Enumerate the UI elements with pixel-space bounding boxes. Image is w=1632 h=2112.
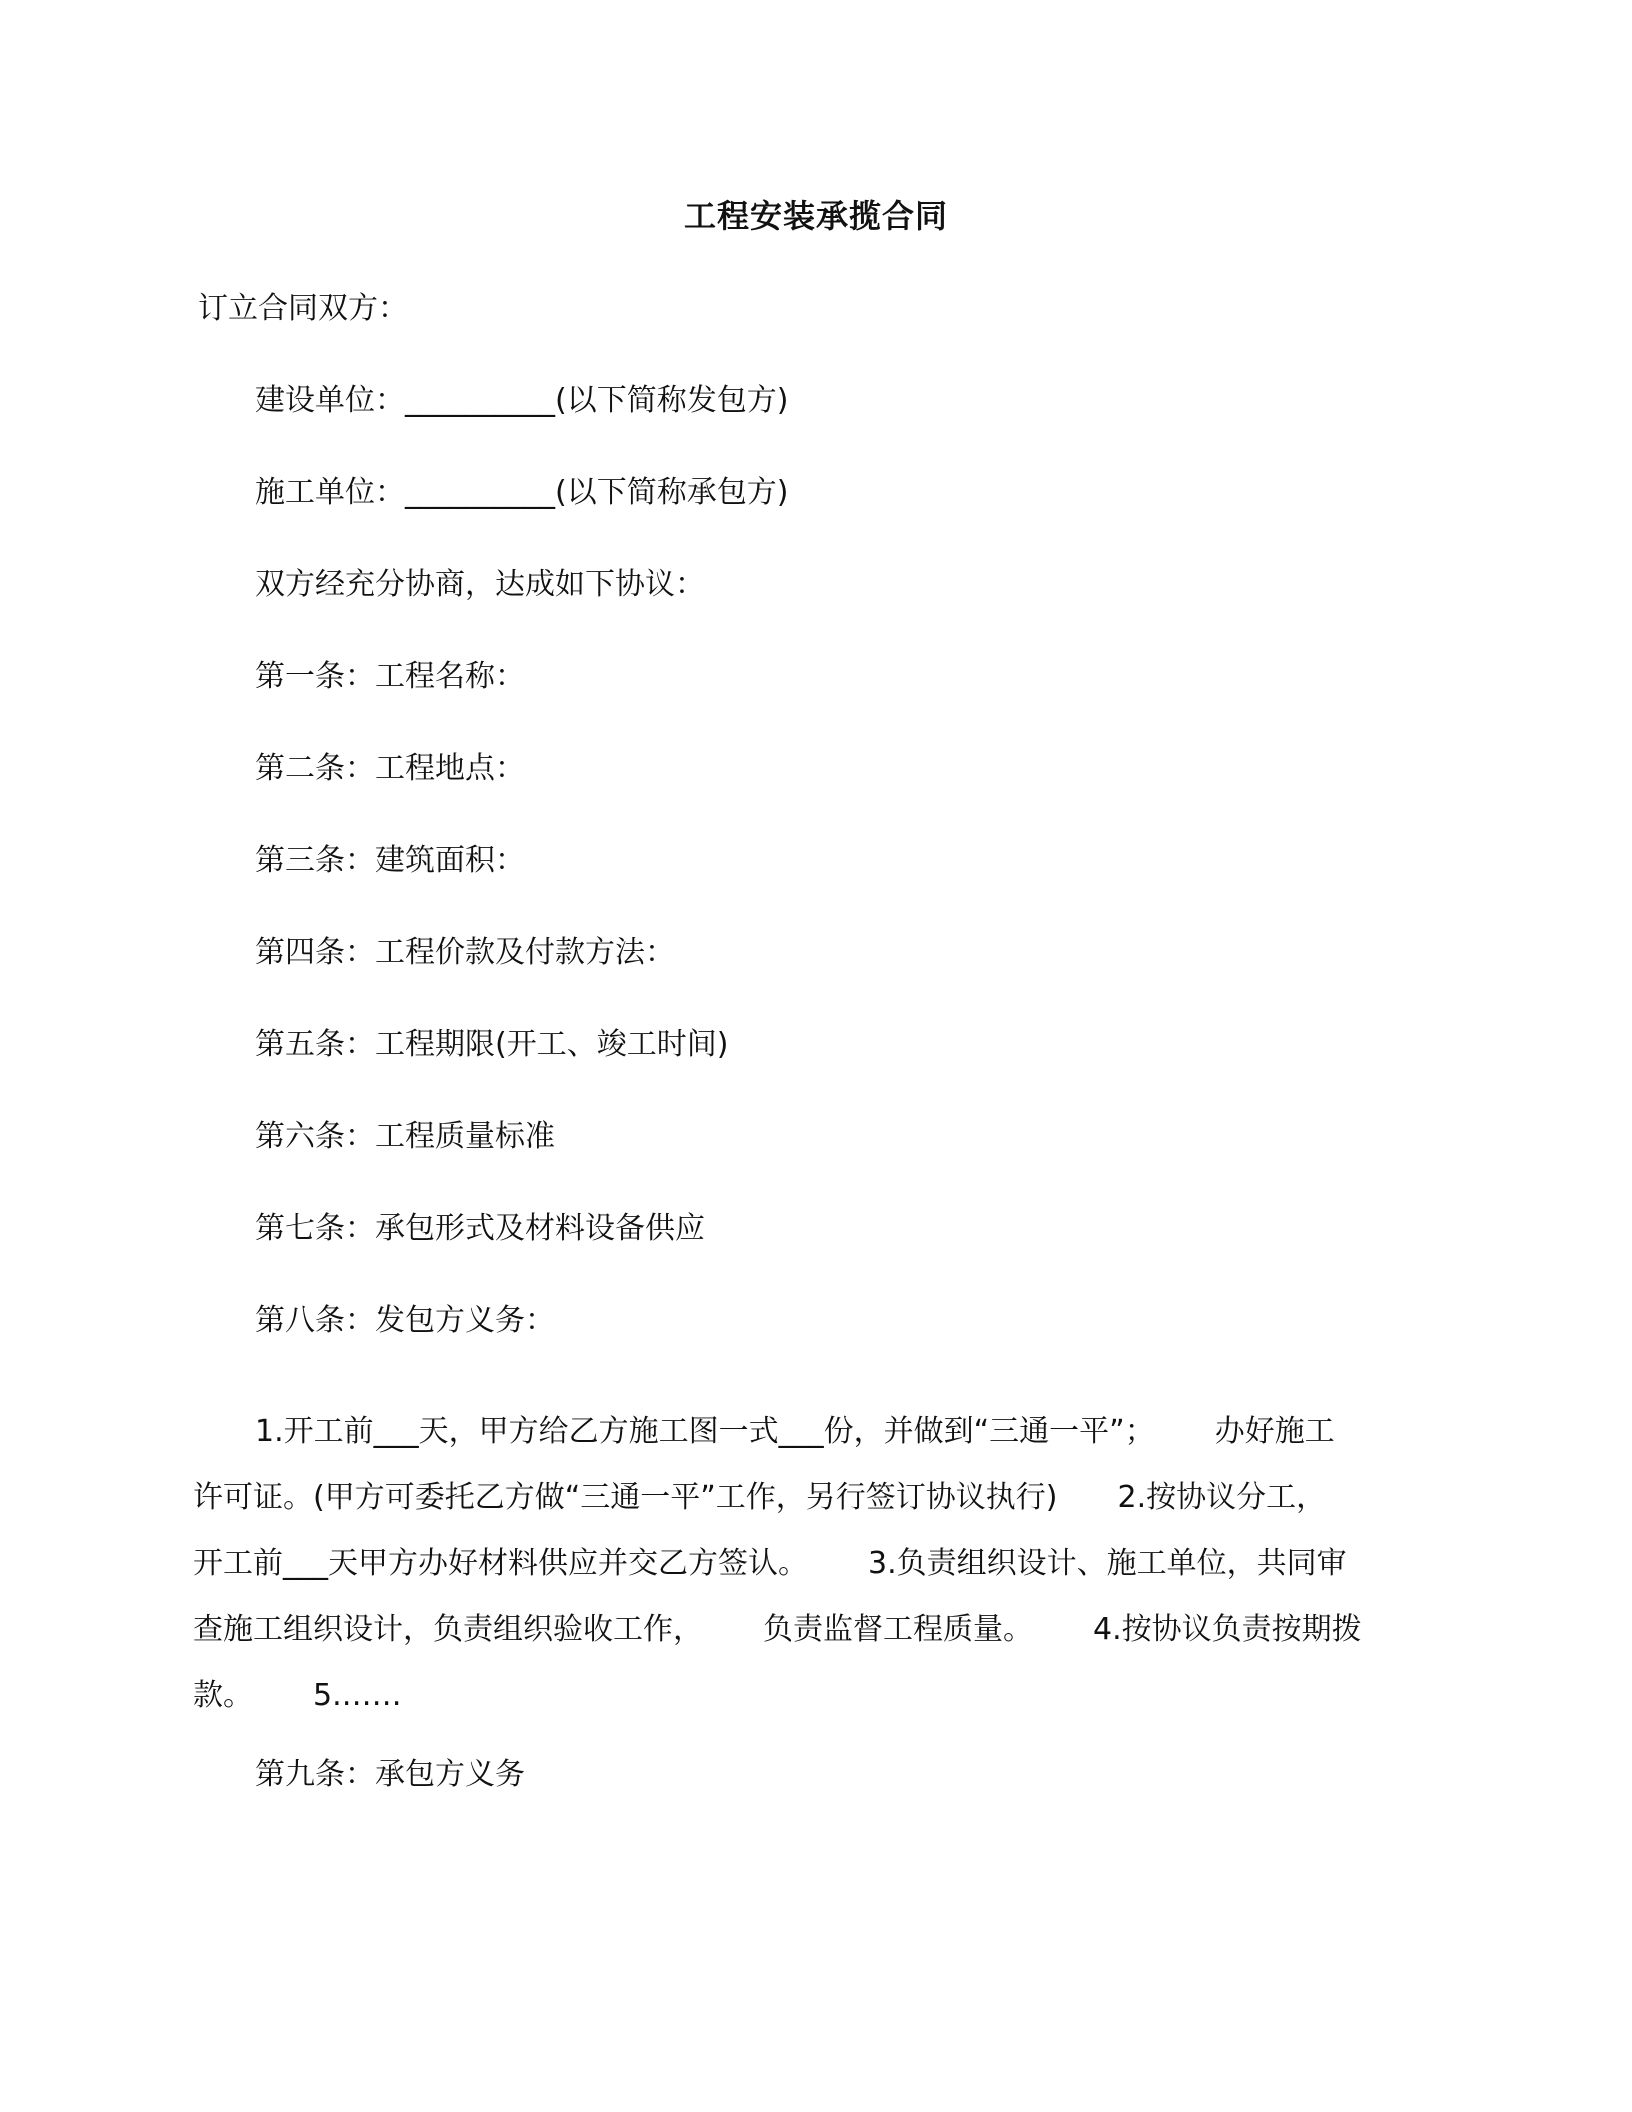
contractor-party-line: 施工单位：__________(以下简称承包方) bbox=[255, 475, 789, 510]
article-3: 第三条：建筑面积： bbox=[255, 843, 525, 878]
paragraph-row bbox=[193, 1465, 1438, 1531]
client-obligations-paragraph bbox=[193, 1399, 1438, 1729]
obligation-2-text: 2.按协议分工， bbox=[1117, 1480, 1327, 1515]
paragraph-row bbox=[193, 1399, 1438, 1465]
document-title: 工程安装承揽合同 bbox=[683, 197, 948, 235]
agreement-intro: 双方经充分协商，达成如下协议： bbox=[255, 567, 705, 602]
article-7: 第七条：承包形式及材料设备供应 bbox=[255, 1211, 705, 1246]
article-6: 第六条：工程质量标准 bbox=[255, 1119, 555, 1154]
client-party-line: 建设单位：__________(以下简称发包方) bbox=[255, 383, 789, 418]
obligation-1-text: 1.开工前___天，甲方给乙方施工图一式___份，并做到“三通一平”； bbox=[255, 1414, 1155, 1449]
obligation-3-quality: 负责监督工程质量。 bbox=[763, 1612, 1033, 1647]
obligation-1-note: 许可证。(甲方可委托乙方做“三通一平”工作，另行签订协议执行) bbox=[193, 1480, 1058, 1515]
parties-heading: 订立合同双方： bbox=[198, 291, 408, 326]
obligation-3-continued: 查施工组织设计，负责组织验收工作， bbox=[193, 1612, 703, 1647]
paragraph-row bbox=[193, 1531, 1438, 1597]
obligation-5-text: 5.…… bbox=[313, 1678, 402, 1713]
article-8: 第八条：发包方义务： bbox=[255, 1303, 555, 1338]
paragraph-row bbox=[193, 1597, 1438, 1663]
article-4: 第四条：工程价款及付款方法： bbox=[255, 935, 675, 970]
article-5: 第五条：工程期限(开工、竣工时间) bbox=[255, 1027, 729, 1062]
article-1: 第一条：工程名称： bbox=[255, 659, 525, 694]
obligation-2-continued: 开工前___天甲方办好材料供应并交乙方签认。 bbox=[193, 1546, 808, 1581]
obligation-1-continued: 办好施工 bbox=[1214, 1414, 1335, 1449]
article-2: 第二条：工程地点： bbox=[255, 751, 525, 786]
obligation-3-text: 3.负责组织设计、施工单位，共同审 bbox=[868, 1546, 1347, 1581]
obligation-4-continued: 款。 bbox=[193, 1678, 253, 1713]
obligation-4-text: 4.按协议负责按期拨 bbox=[1093, 1612, 1362, 1647]
paragraph-row bbox=[193, 1663, 1438, 1729]
article-9: 第九条：承包方义务 bbox=[255, 1757, 525, 1792]
